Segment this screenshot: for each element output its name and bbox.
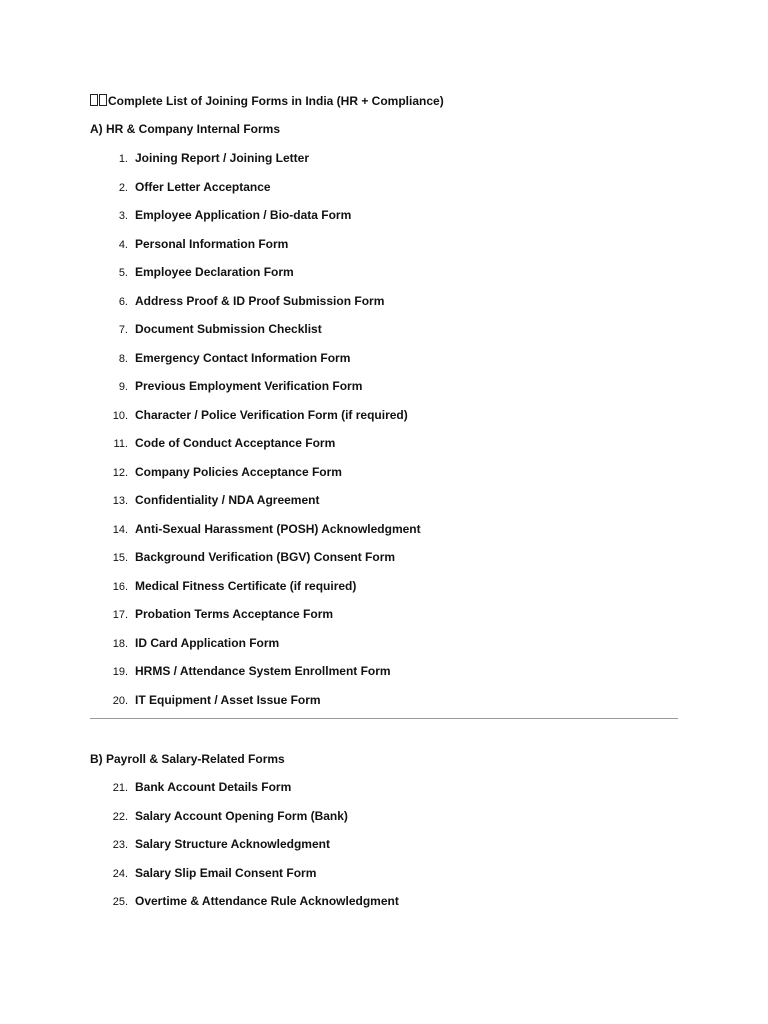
item-text: IT Equipment / Asset Issue Form bbox=[135, 692, 321, 707]
item-text: Character / Police Verification Form (if required) bbox=[135, 407, 408, 422]
section-heading-hr-internal: A) HR & Company Internal Forms bbox=[90, 122, 281, 136]
missing-glyph-icon bbox=[90, 94, 98, 106]
item-text: Employee Application / Bio-data Form bbox=[135, 208, 352, 222]
item-number: 1. bbox=[118, 153, 128, 165]
item-number: 11. bbox=[113, 438, 128, 450]
item-text: Anti-Sexual Harassment (POSH) Acknowledgment bbox=[135, 521, 421, 536]
item-number: 7. bbox=[118, 324, 128, 336]
item-number: 13. bbox=[112, 495, 128, 507]
item-text: Joining Report / Joining Letter bbox=[135, 151, 309, 165]
item-number: 23. bbox=[112, 839, 128, 851]
item-number: 21. bbox=[112, 782, 128, 794]
item-text: Company Policies Acceptance Form bbox=[135, 464, 342, 479]
item-text: Salary Structure Acknowledgment bbox=[135, 837, 330, 851]
item-text: Confidentiality / NDA Agreement bbox=[135, 493, 320, 507]
document-title bbox=[90, 92, 444, 110]
item-text: ID Card Application Form bbox=[135, 635, 280, 650]
item-number: 24. bbox=[112, 867, 128, 880]
item-number: 3. bbox=[118, 210, 128, 222]
item-number: 16. bbox=[112, 580, 128, 593]
missing-glyph-icon bbox=[99, 94, 107, 106]
item-number: 15. bbox=[112, 552, 128, 564]
item-number: 2. bbox=[118, 181, 128, 194]
item-text: Overtime & Attendance Rule Acknowledgment bbox=[135, 894, 399, 908]
item-number: 18. bbox=[112, 637, 128, 650]
item-text: Document Submission Checklist bbox=[135, 322, 322, 336]
item-number: 12. bbox=[112, 466, 128, 479]
item-text: Emergency Contact Information Form bbox=[135, 350, 351, 365]
item-text: Employee Declaration Form bbox=[135, 265, 294, 279]
item-number: 19. bbox=[112, 666, 128, 678]
item-number: 5. bbox=[118, 267, 128, 279]
item-text: HRMS / Attendance System Enrollment Form bbox=[135, 664, 391, 678]
document-title-text: Complete List of Joining Forms in India (HR + Compliance) bbox=[108, 94, 444, 108]
item-number: 25. bbox=[112, 896, 128, 908]
item-text: Offer Letter Acceptance bbox=[135, 179, 271, 194]
item-text: Medical Fitness Certificate (if required) bbox=[135, 578, 357, 593]
item-number: 20. bbox=[112, 694, 128, 707]
item-number: 17. bbox=[112, 609, 128, 621]
item-number: 4. bbox=[118, 238, 128, 251]
item-text: Address Proof & ID Proof Submission Form bbox=[135, 293, 385, 308]
item-number: 10. bbox=[112, 409, 128, 422]
item-number: 8. bbox=[118, 352, 128, 365]
section-divider bbox=[90, 718, 678, 719]
item-text: Salary Slip Email Consent Form bbox=[135, 865, 317, 880]
item-text: Bank Account Details Form bbox=[135, 780, 292, 794]
item-text: Previous Employment Verification Form bbox=[135, 379, 363, 393]
item-number: 9. bbox=[118, 381, 128, 393]
item-text: Probation Terms Acceptance Form bbox=[135, 607, 334, 621]
item-number: 14. bbox=[112, 523, 128, 536]
item-text: Background Verification (BGV) Consent Form bbox=[135, 550, 396, 564]
item-text: Personal Information Form bbox=[135, 236, 289, 251]
item-number: 6. bbox=[118, 295, 128, 308]
item-number: 22. bbox=[112, 810, 128, 823]
item-text: Code of Conduct Acceptance Form bbox=[135, 436, 336, 450]
item-text: Salary Account Opening Form (Bank) bbox=[135, 808, 348, 823]
section-heading-payroll: B) Payroll & Salary-Related Forms bbox=[90, 752, 285, 766]
